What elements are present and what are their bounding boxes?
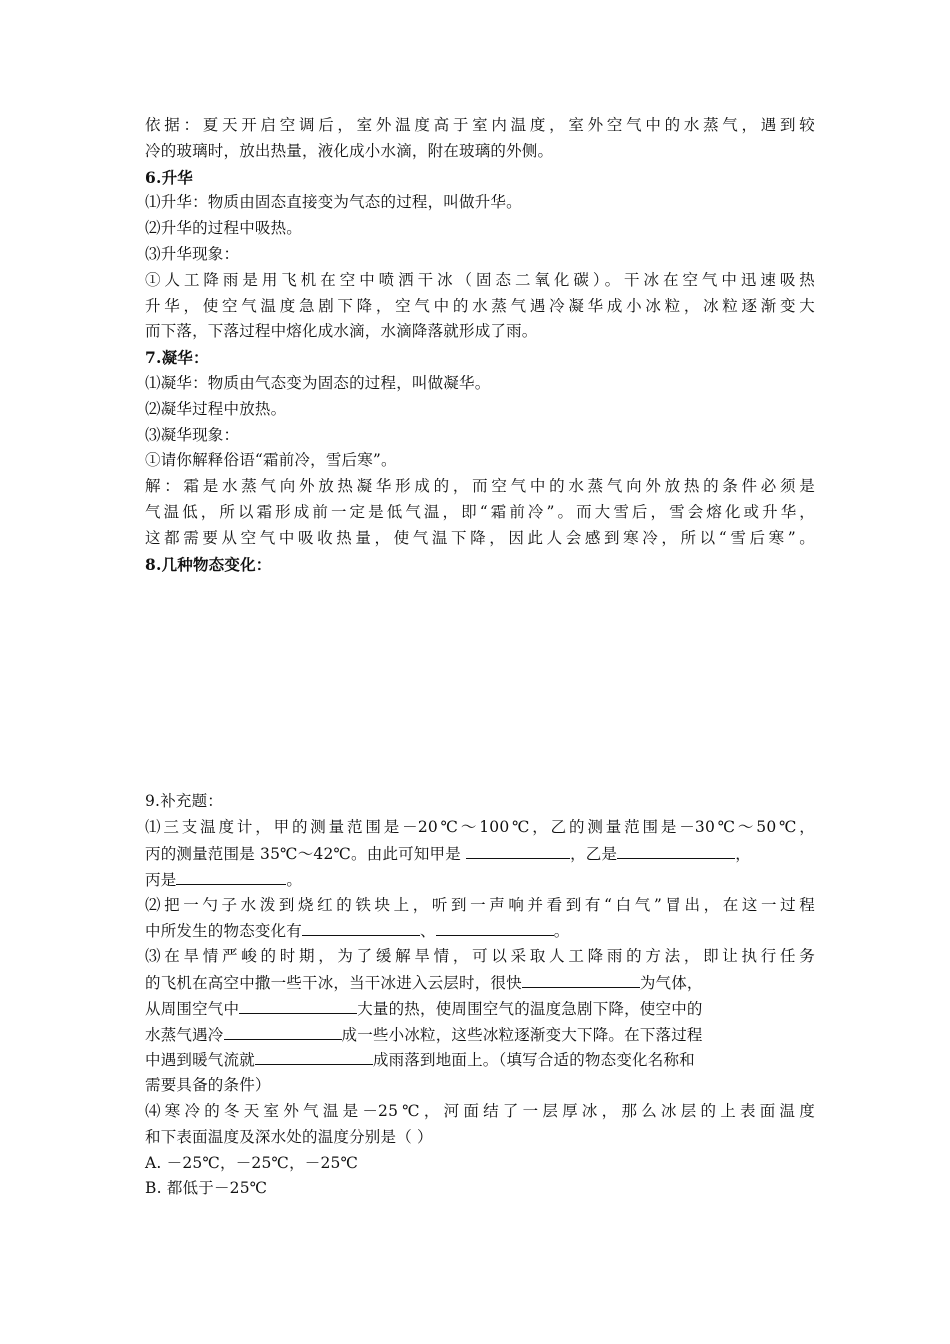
option-b[interactable]: B. 都低于－25℃: [145, 1179, 268, 1198]
section-7-item-2: ⑵凝华过程中放热。: [145, 399, 287, 418]
question-1-line-1: ⑴三支温度计，甲的测量范围是－20℃～100℃，乙的测量范围是－30℃～50℃，: [145, 818, 815, 837]
question-3-text-d: 大量的热，使周围空气的温度急剧下降，使空中的: [357, 999, 703, 1018]
question-3-text-a: 的飞机在高空中撒一些干冰，当干冰进入云层时，很快: [145, 973, 522, 992]
answer-blank-bing[interactable]: [176, 867, 286, 885]
basis-line-2: 冷的玻璃时，放出热量，液化成小水滴，附在玻璃的外侧。: [145, 141, 554, 160]
answer-blank-deposition[interactable]: [224, 1022, 342, 1040]
question-3-text-h: 成雨落到地面上。（填写合适的物态变化名称和: [372, 1051, 695, 1070]
question-3-line-5: [145, 1047, 815, 1073]
question-4-line-2: 和下表面温度及深水处的温度分别是（ ）: [145, 1127, 433, 1146]
section-6-example-line-2: 升华，使空气温度急剧下降，空气中的水蒸气遇冷凝华成小冰粒，冰粒逐渐变大: [145, 296, 815, 315]
section-6-title: 6.升华: [145, 167, 193, 187]
section-7-answer-line-1: 解：霜是水蒸气向外放热凝华形成的，而空气中的水蒸气向外放热的条件必须是: [145, 477, 815, 496]
question-3-line-6: 需要具备的条件）: [145, 1076, 271, 1095]
question-2-text-c: 。: [553, 922, 570, 941]
answer-blank-yi[interactable]: [617, 841, 735, 859]
answer-blank-change-2[interactable]: [436, 918, 554, 936]
document-page: [145, 113, 815, 1202]
question-2-line-2: [145, 918, 815, 944]
question-4-line-1: ⑷寒冷的冬天室外气温是－25℃，河面结了一层厚冰，那么冰层的上表面温度: [145, 1101, 815, 1120]
answer-blank-absorb[interactable]: [239, 996, 357, 1014]
question-1-text-d: 丙是: [145, 870, 177, 889]
question-1-line-2: [145, 841, 815, 867]
option-a[interactable]: A. －25℃，－25℃，－25℃: [145, 1153, 359, 1172]
question-1-line-3: [145, 867, 815, 893]
section-7-answer-line-3: 这都需要从空气中吸收热量，使气温下降，因此人会感到寒冷，所以“雪后寒”。: [145, 528, 815, 547]
section-7-example: ①请你解释俗语“霜前冷，雪后寒”。: [145, 451, 397, 470]
section-7-item-3: ⑶凝华现象：: [145, 425, 240, 444]
question-3-text-e: 水蒸气遇冷: [145, 1025, 224, 1044]
question-1-text-b: ，乙是: [570, 844, 618, 863]
question-2-text-b: 、: [420, 922, 436, 941]
question-3-line-1: ⑶在旱情严峻的时期，为了缓解旱情，可以采取人工降雨的方法，即让执行任务: [145, 947, 815, 966]
question-3-text-f: 成一些小冰粒，这些冰粒逐渐变大下降。在下落过程: [341, 1025, 703, 1044]
question-3-text-c: 从周围空气中: [145, 999, 240, 1018]
question-3-line-2: [145, 970, 815, 996]
section-6-item-3: ⑶升华现象：: [145, 244, 240, 263]
question-3-line-3: [145, 996, 815, 1022]
section-8-title: 8.几种物态变化：: [145, 554, 272, 574]
answer-blank-sublimation[interactable]: [522, 970, 640, 988]
answer-blank-jia[interactable]: [466, 841, 570, 859]
question-1-text-c: ，: [735, 844, 751, 863]
answer-blank-change-1[interactable]: [302, 918, 420, 936]
section-6-item-1: ⑴升华：物质由固态直接变为气态的过程，叫做升华。: [145, 193, 522, 212]
section-9-title: 9.补充题：: [145, 792, 223, 811]
section-7-title: 7.凝华：: [145, 348, 209, 368]
section-6-example-line-1: ①人工降雨是用飞机在空中喷洒干冰（固态二氧化碳）。干冰在空气中迅速吸热: [145, 270, 815, 289]
question-1-text-a: 丙的测量范围是 35℃～42℃。由此可知甲是: [145, 844, 467, 863]
section-7-item-1: ⑴凝华：物质由气态变为固态的过程，叫做凝华。: [145, 373, 491, 392]
answer-blank-melting[interactable]: [255, 1047, 373, 1065]
question-3-line-4: [145, 1022, 815, 1048]
question-2-text-a: 中所发生的物态变化有: [145, 922, 303, 941]
basis-line-1: 依据：夏天开启空调后，室外温度高于室内温度，室外空气中的水蒸气，遇到较: [145, 116, 815, 134]
question-3-text-g: 中遇到暖气流就: [145, 1051, 255, 1070]
question-1-text-e: 。: [286, 870, 303, 889]
section-6-item-2: ⑵升华的过程中吸热。: [145, 219, 303, 238]
section-6-example-line-3: 而下落，下落过程中熔化成水滴，水滴降落就形成了雨。: [145, 322, 538, 341]
question-3-text-b: 为气体，: [639, 973, 703, 992]
blank-figure-area: [145, 577, 815, 789]
section-7-answer-line-2: 气温低，所以霜形成前一定是低气温，即“霜前冷”。而大雪后，雪会熔化或升华，: [145, 502, 815, 521]
question-2-line-1: ⑵把一勺子水泼到烧红的铁块上，听到一声响并看到有“白气”冒出，在这一过程: [145, 895, 815, 914]
